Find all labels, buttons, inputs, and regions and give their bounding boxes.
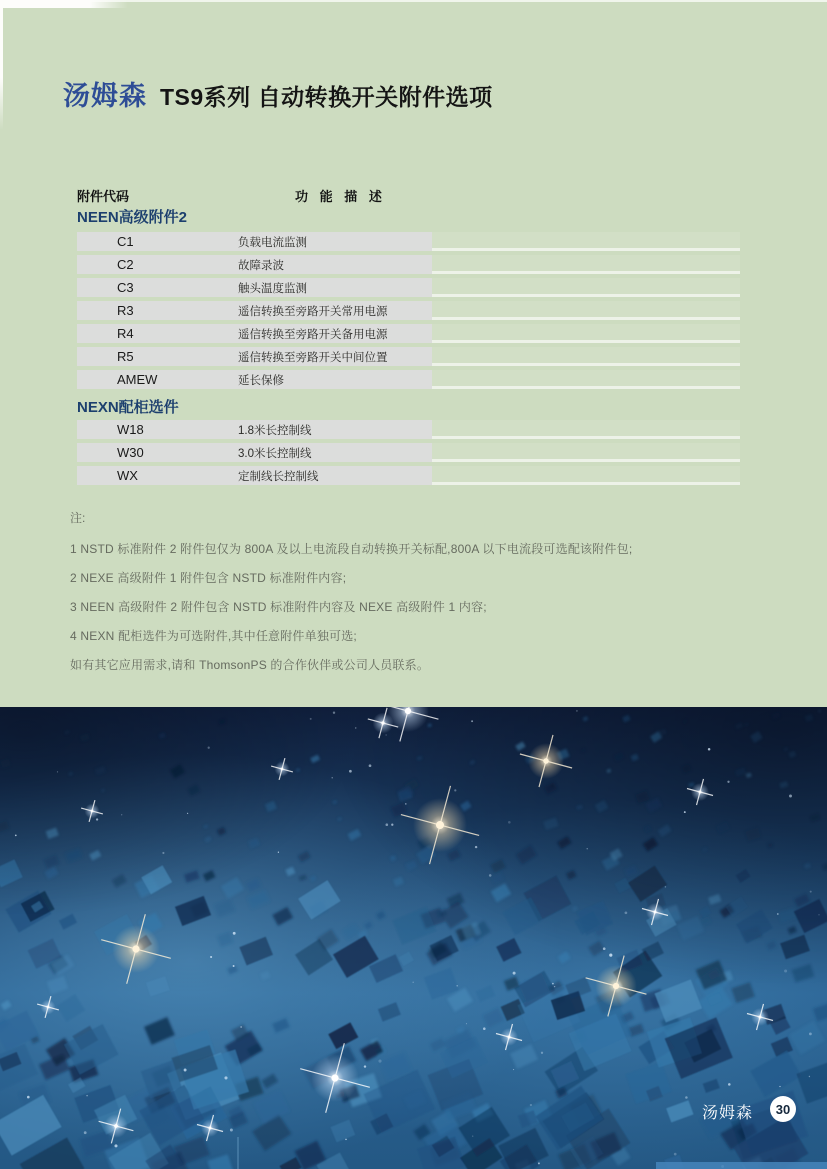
- note-line: 如有其它应用需求,请和 ThomsonPS 的合作伙伴或公司人员联系。: [70, 658, 430, 672]
- row-rule: [432, 466, 740, 485]
- row-rule: [432, 278, 740, 297]
- table-row: [77, 466, 740, 485]
- note-line: 2 NEXE 高级附件 1 附件包含 NSTD 标准附件内容;: [70, 571, 347, 585]
- table-row: [77, 301, 740, 320]
- note-line: 1 NSTD 标准附件 2 附件包仅为 800A 及以上电流段自动转换开关标配,800A 以下电流段可选配该附件包;: [70, 542, 633, 556]
- circuit-board-image: [0, 707, 827, 1169]
- row-cell: [77, 420, 432, 439]
- table-header-row: [77, 186, 740, 202]
- row-rule: [432, 420, 740, 439]
- row-code: C1: [117, 234, 134, 249]
- note-line: 4 NEXN 配柜选件为可选附件,其中任意附件单独可选;: [70, 629, 357, 643]
- table-row: [77, 443, 740, 462]
- table-row: [77, 347, 740, 366]
- note-line: 3 NEEN 高级附件 2 附件包含 NSTD 标准附件内容及 NEXE 高级附件 1 内容;: [70, 600, 487, 614]
- row-cell: [77, 347, 432, 366]
- row-cell: [77, 443, 432, 462]
- table-row: [77, 278, 740, 297]
- column-header-description: 功 能 描 述: [295, 189, 386, 204]
- row-code: AMEW: [117, 372, 158, 387]
- row-code: W30: [117, 445, 144, 460]
- page-header: [63, 74, 493, 113]
- row-description: 遥信转换至旁路开关中间位置: [238, 351, 388, 364]
- row-cell: [77, 301, 432, 320]
- row-description: 故障录波: [238, 259, 284, 272]
- section-label-neen: NEEN高级附件2: [77, 209, 188, 226]
- footer-brand: 汤姆森: [701, 1105, 753, 1122]
- row-rule: [432, 301, 740, 320]
- row-code: C3: [117, 280, 134, 295]
- page-title: TS9系列 自动转换开关附件选项: [160, 84, 493, 110]
- row-description: 遥信转换至旁路开关备用电源: [238, 328, 388, 341]
- row-rule: [432, 324, 740, 343]
- row-description: 负载电流监测: [238, 236, 307, 249]
- row-cell: [77, 324, 432, 343]
- notes-label: 注:: [70, 511, 86, 525]
- brand-logo-text: 汤姆森: [63, 81, 147, 111]
- column-header-code: 附件代码: [77, 189, 130, 204]
- page-number-badge: 30: [770, 1096, 796, 1122]
- row-rule: [432, 443, 740, 462]
- row-code: R5: [117, 349, 134, 364]
- row-rule: [432, 232, 740, 251]
- row-code: C2: [117, 257, 134, 272]
- row-cell: [77, 278, 432, 297]
- row-code: WX: [117, 468, 138, 483]
- table-row: [77, 370, 740, 389]
- row-code: R3: [117, 303, 134, 318]
- row-description: 1.8米长控制线: [238, 424, 312, 437]
- row-description: 触头温度监测: [238, 282, 307, 295]
- page-corner-artifact: [0, 0, 128, 8]
- row-description: 定制线长控制线: [238, 470, 319, 483]
- table-row: [77, 324, 740, 343]
- page-left-edge-artifact: [0, 0, 3, 130]
- row-rule: [432, 370, 740, 389]
- row-code: W18: [117, 422, 144, 437]
- notes: [70, 509, 710, 688]
- section-label-nexn: NEXN配柜选件: [77, 399, 179, 416]
- row-code: R4: [117, 326, 134, 341]
- row-cell: [77, 466, 432, 485]
- row-description: 延长保修: [238, 374, 284, 387]
- row-rule: [432, 347, 740, 366]
- row-cell: [77, 232, 432, 251]
- row-description: 3.0米长控制线: [238, 447, 312, 460]
- row-cell: [77, 255, 432, 274]
- table-row: [77, 255, 740, 274]
- table-row: [77, 420, 740, 439]
- row-rule: [432, 255, 740, 274]
- table-row: [77, 232, 740, 251]
- accessory-table: [77, 186, 740, 489]
- row-description: 遥信转换至旁路开关常用电源: [238, 305, 388, 318]
- row-cell: [77, 370, 432, 389]
